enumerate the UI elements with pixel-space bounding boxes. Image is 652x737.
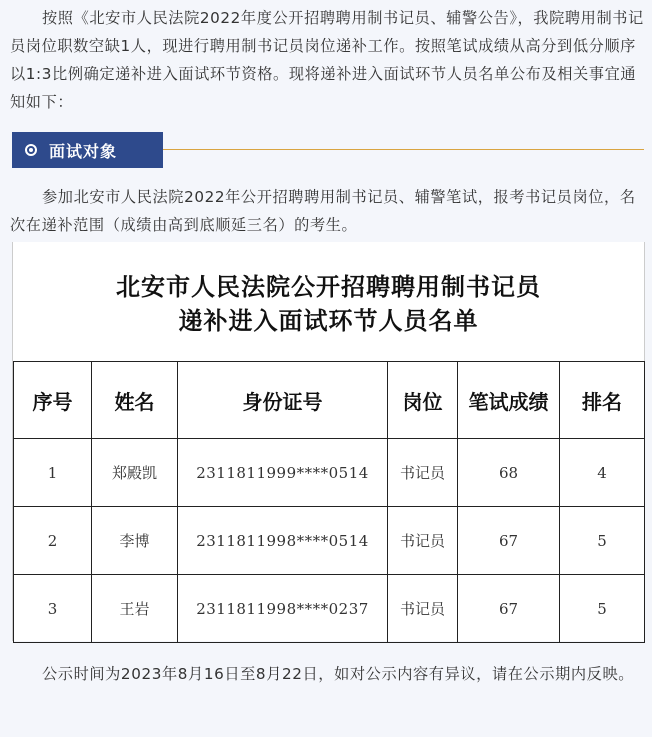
roster-table (13, 361, 645, 643)
header-score: 笔试成绩 (458, 362, 560, 439)
notice-paragraph (10, 660, 644, 688)
cell-name: 李博 (92, 507, 178, 575)
table-title (13, 242, 644, 362)
scope-text: 参加北安市人民法院2022年公开招聘聘用制书记员、辅警笔试，报考书记员岗位，名次在递补范围（成绩由高到底顺延三名）的考生。 (10, 188, 636, 234)
header-rank: 排名 (560, 362, 645, 439)
table-row (14, 575, 645, 643)
header-no: 序号 (14, 362, 92, 439)
header-id: 身份证号 (178, 362, 388, 439)
section-header (12, 132, 644, 168)
table-title-line2: 递补进入面试环节人员名单 (178, 306, 479, 335)
circle-dot-icon (25, 144, 37, 156)
cell-name: 郑殿凯 (92, 439, 178, 507)
cell-id: 2311811998****0514 (178, 507, 388, 575)
table-row (14, 507, 645, 575)
cell-rank: 4 (560, 439, 645, 507)
header-name: 姓名 (92, 362, 178, 439)
table-row (14, 439, 645, 507)
section-divider (163, 149, 644, 150)
cell-rank: 5 (560, 507, 645, 575)
cell-no: 2 (14, 507, 92, 575)
cell-rank: 5 (560, 575, 645, 643)
table-header-row (14, 362, 645, 439)
cell-no: 1 (14, 439, 92, 507)
cell-name: 王岩 (92, 575, 178, 643)
cell-id: 2311811998****0237 (178, 575, 388, 643)
cell-score: 67 (458, 507, 560, 575)
cell-post: 书记员 (388, 439, 458, 507)
cell-post: 书记员 (388, 575, 458, 643)
intro-paragraph (10, 4, 644, 116)
header-post: 岗位 (388, 362, 458, 439)
section-title: 面试对象 (49, 141, 118, 161)
cell-score: 67 (458, 575, 560, 643)
scope-paragraph (10, 183, 644, 239)
section-title-bar (12, 132, 163, 168)
notice-text: 公示时间为2023年8月16日至8月22日，如对公示内容有异议，请在公示期内反映。 (42, 665, 635, 683)
intro-text: 按照《北安市人民法院2022年度公开招聘聘用制书记员、辅警公告》，我院聘用制书记员岗位职数空缺1人，现进行聘用制书记员岗位递补工作。按照笔试成绩从高分到低分顺序以1:3比例确定递补进入面试环节资格。现将递补进入面试环节人员名单公布及相关事宜通知如下： (10, 9, 644, 111)
cell-score: 68 (458, 439, 560, 507)
roster-table-card (12, 242, 645, 641)
cell-id: 2311811999****0514 (178, 439, 388, 507)
cell-no: 3 (14, 575, 92, 643)
cell-post: 书记员 (388, 507, 458, 575)
table-title-line1: 北安市人民法院公开招聘聘用制书记员 (116, 272, 541, 301)
